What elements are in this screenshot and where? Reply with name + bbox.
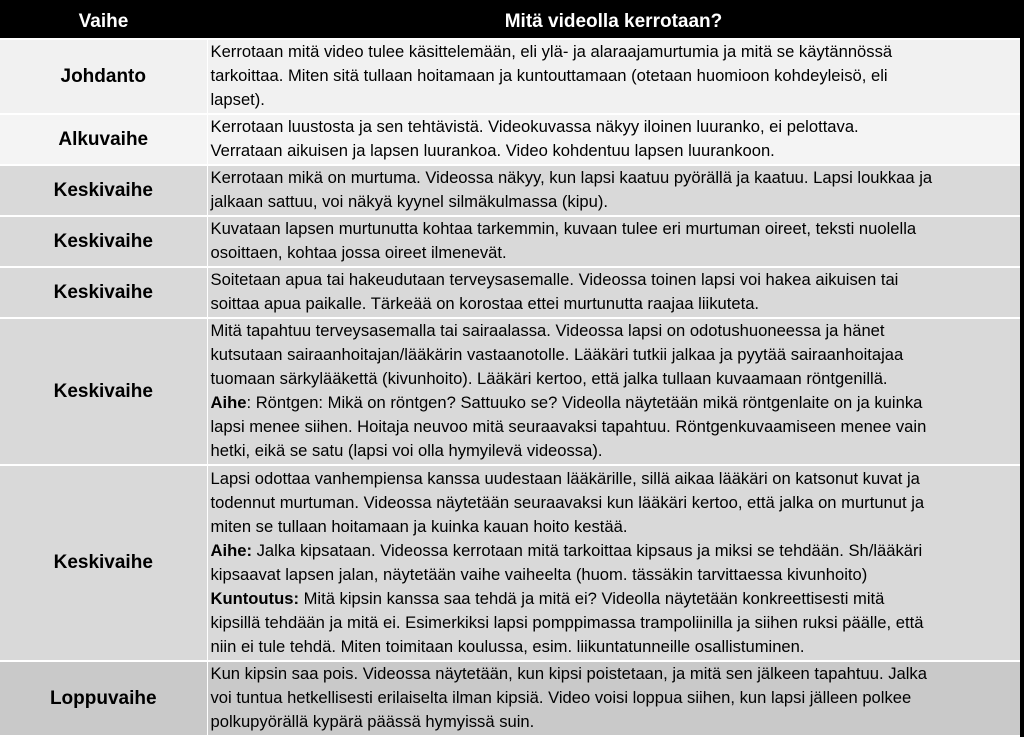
- text-line: Verrataan aikuisen ja lapsen luurankoa. Video kohdentuu lapsen luurankoon.: [210, 141, 775, 160]
- text-line: hetki, eikä se satu (lapsi voi olla hymyilevä videossa).: [210, 441, 603, 460]
- rehab-label: Kuntoutus:: [210, 588, 299, 608]
- table-row: [0, 114, 1020, 165]
- text-line: [211, 391, 1015, 415]
- text-line: tuomaan särkylääkettä (kivunhoito). Lääkäri kertoo, että jalka tullaan kuvaamaan röntgenillä.: [210, 369, 888, 388]
- description-cell: [207, 661, 1020, 736]
- description-cell: [207, 267, 1020, 318]
- video-phase-table: [0, 7, 1020, 737]
- description-cell: [207, 318, 1020, 465]
- phase-cell: Johdanto: [0, 39, 207, 114]
- table-row: [0, 465, 1020, 661]
- phase-cell: Keskivaihe: [0, 318, 207, 465]
- text-line: [211, 539, 1015, 563]
- text-line: kipsillä tehdään ja mitä ei. Esimerkiksi lapsi pomppimassa trampoliinilla ja siihen ruksi päälle, että: [210, 612, 924, 632]
- text-line: Kuvataan lapsen murtunutta kohtaa tarkemmin, kuvaan tulee eri murtuman oireet, teksti nuolella: [210, 219, 917, 238]
- text-line: lapsi menee siihen. Hoitaja neuvoo mitä seuraavaksi tapahtuu. Röntgenkuvaamiseen menee vain: [210, 417, 927, 436]
- text-line: Kun kipsin saa pois. Videossa näytetään, kun kipsi poistetaan, ja mitä sen jälkeen tapahtuu. Jalka: [210, 664, 927, 683]
- text-line: todennut murtuman. Videossa näytetään seuraavaksi kun lääkäri kertoo, että jalka on murtunut ja: [210, 492, 925, 512]
- phase-cell: Loppuvaihe: [0, 661, 207, 736]
- text-line: osoittaen, kohtaa jossa oireet ilmenevät.: [210, 243, 507, 262]
- description-cell: [207, 465, 1020, 661]
- table-row: [0, 318, 1020, 465]
- topic-label: Aihe:: [210, 540, 252, 560]
- text-line: Lapsi odottaa vanhempiensa kanssa uudestaan lääkärille, sillä aikaa lääkäri on katsonut kuvat ja: [210, 468, 920, 488]
- table-row: [0, 267, 1020, 318]
- text-line: tarkoittaa. Miten sitä tullaan hoitamaan ja kuntouttamaan (otetaan huomioon kohdeyleisö, eli: [210, 66, 888, 85]
- text-line: Kerrotaan mikä on murtuma. Videossa näkyy, kun lapsi kaatuu pyörällä ja kaatuu. Lapsi loukkaa ja: [210, 168, 933, 187]
- text-line: Soitetaan apua tai hakeudutaan terveysasemalle. Videossa toinen lapsi voi hakea aikuisen tai: [210, 270, 899, 289]
- table-row: [0, 39, 1020, 114]
- description-cell: [207, 39, 1020, 114]
- phase-cell: Alkuvaihe: [0, 114, 207, 165]
- description-cell: [207, 216, 1020, 267]
- text-line: miten se tullaan hoitamaan ja kuinka kauan hoito kestää.: [210, 516, 628, 536]
- text-line: soittaa apua paikalle. Tärkeää on korostaa ettei murtunutta raajaa liikuteta.: [210, 294, 760, 313]
- header-phase: Vaihe: [0, 7, 207, 39]
- table-row: [0, 661, 1020, 736]
- text-line: Kerrotaan luustosta ja sen tehtävistä. Videokuvassa näkyy iloinen luuranko, ei pelottava.: [210, 117, 859, 136]
- text-line: kutsutaan sairaanhoitajan/lääkärin vastaanotolle. Lääkäri tutkii jalkaa ja pyytää sairaanhoitajaa: [210, 345, 904, 364]
- text-line: polkupyörällä kypärä päässä hymyissä suin.: [210, 712, 535, 731]
- topic-text: : Röntgen: Mikä on röntgen? Sattuuko se? Videolla näytetään mikä röntgenlaite on ja kuinka: [246, 393, 923, 412]
- text-line: kipsaavat lapsen jalan, näytetään vaihe vaiheelta (huom. tässäkin tarvittaessa kivunhoito): [210, 564, 868, 584]
- text-line: Kerrotaan mitä video tulee käsittelemään, eli ylä- ja alaraajamurtumia ja mitä se käytännössä: [210, 42, 893, 61]
- text-line: lapset).: [210, 90, 265, 109]
- description-cell: [207, 165, 1020, 216]
- table-row: [0, 165, 1020, 216]
- text-line: voi tuntua hetkellisesti erilaiselta ilman kipsiä. Video voisi loppua siihen, kun lapsi jälleen polkee: [210, 688, 912, 707]
- topic-text: Jalka kipsataan. Videossa kerrotaan mitä tarkoittaa kipsaus ja miksi se tehdään. Sh/lääkäri: [251, 540, 923, 560]
- rehab-text: Mitä kipsin kanssa saa tehdä ja mitä ei? Videolla näytetään konkreettisesti mitä: [298, 588, 885, 608]
- phase-cell: Keskivaihe: [0, 267, 207, 318]
- description-cell: [207, 114, 1020, 165]
- topic-label: Aihe: [210, 393, 247, 412]
- phase-cell: Keskivaihe: [0, 465, 207, 661]
- text-line: niin ei tule tehdä. Miten toimitaan koulussa, esim. liikuntatunneille osallistuminen.: [210, 636, 805, 656]
- text-line: jalkaan sattuu, voi näkyä kyynel silmäkulmassa (kipu).: [210, 192, 608, 211]
- table-header-row: [0, 7, 1020, 39]
- text-line: [211, 587, 1015, 611]
- header-content: Mitä videolla kerrotaan?: [207, 7, 1020, 39]
- table-row: [0, 216, 1020, 267]
- text-line: Mitä tapahtuu terveysasemalla tai sairaalassa. Videossa lapsi on odotushuoneessa ja hänet: [210, 321, 885, 340]
- phase-cell: Keskivaihe: [0, 216, 207, 267]
- phase-cell: Keskivaihe: [0, 165, 207, 216]
